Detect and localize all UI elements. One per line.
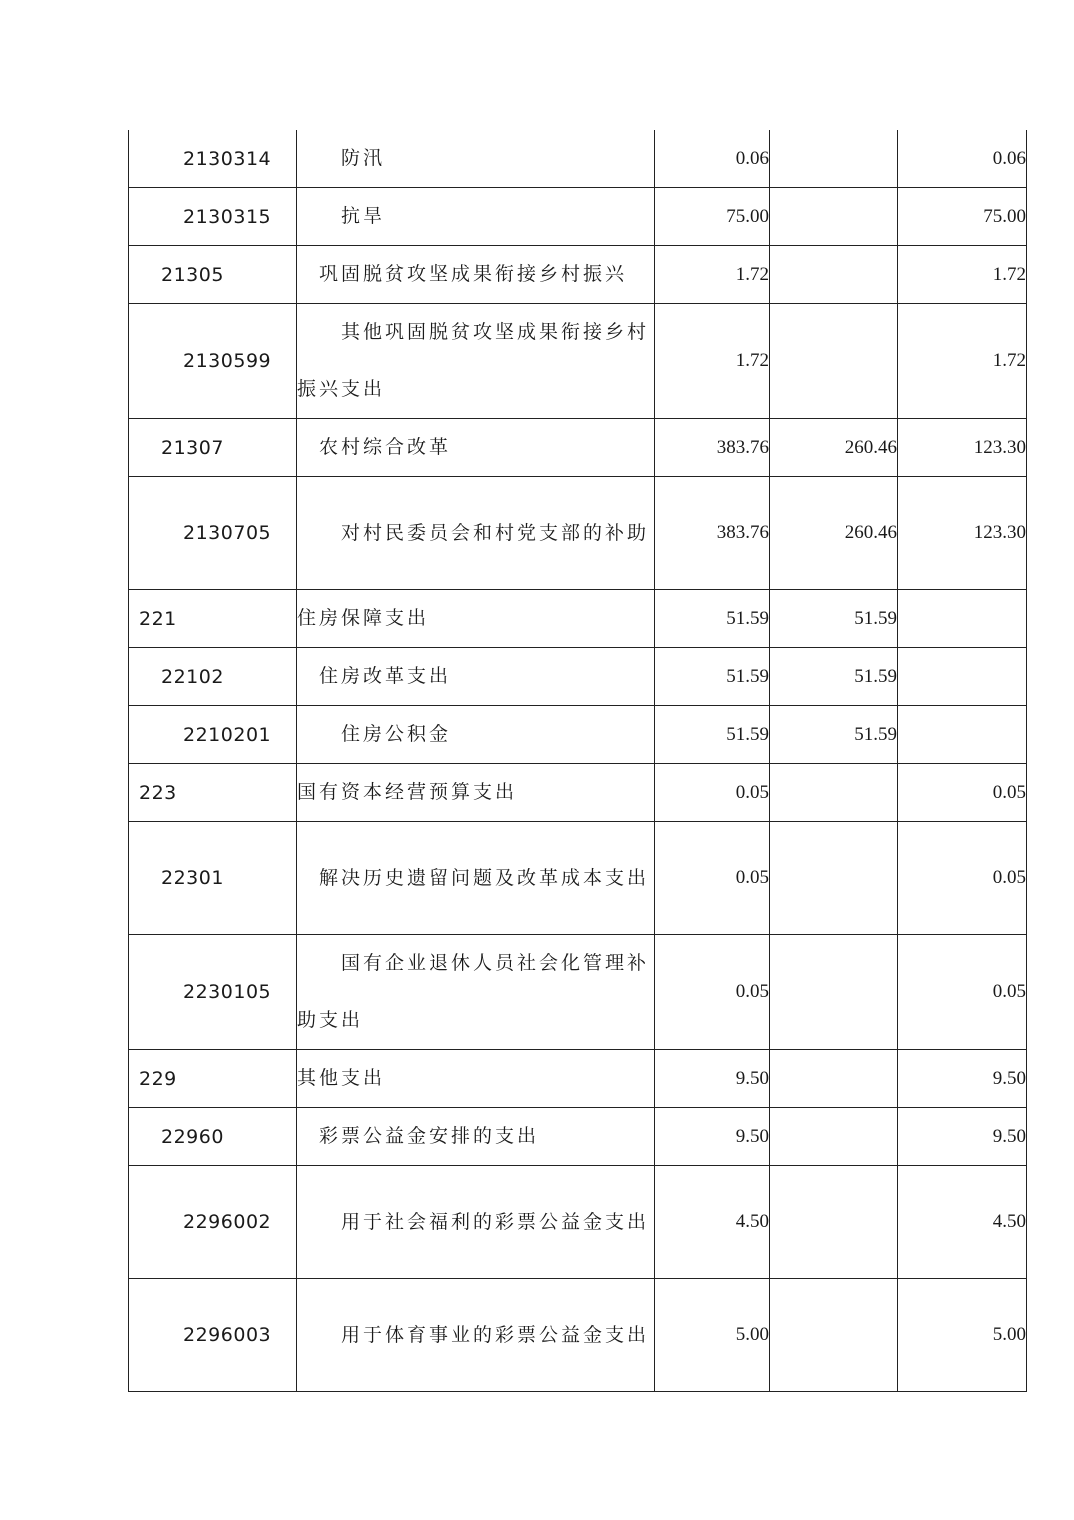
basic-amount <box>770 304 898 419</box>
project-amount: 75.00 <box>898 188 1027 246</box>
project-amount: 4.50 <box>898 1166 1027 1279</box>
subject-name: 住房改革支出 <box>297 648 655 706</box>
project-amount: 123.30 <box>898 419 1027 477</box>
total-amount: 51.59 <box>655 648 770 706</box>
table-row <box>129 706 1027 764</box>
subject-name: 用于社会福利的彩票公益金支出 <box>297 1166 655 1279</box>
subject-code: 22102 <box>129 648 297 706</box>
project-amount: 1.72 <box>898 246 1027 304</box>
project-amount <box>898 706 1027 764</box>
basic-amount: 51.59 <box>770 590 898 648</box>
table-row <box>129 477 1027 590</box>
total-amount: 51.59 <box>655 590 770 648</box>
project-amount: 123.30 <box>898 477 1027 590</box>
total-amount: 1.72 <box>655 304 770 419</box>
table-row <box>129 188 1027 246</box>
subject-name: 防汛 <box>297 130 655 188</box>
basic-amount <box>770 130 898 188</box>
basic-amount: 51.59 <box>770 706 898 764</box>
table-row <box>129 246 1027 304</box>
table-row <box>129 1050 1027 1108</box>
basic-amount: 260.46 <box>770 419 898 477</box>
subject-name: 解决历史遗留问题及改革成本支出 <box>297 822 655 935</box>
basic-amount <box>770 1108 898 1166</box>
total-amount: 5.00 <box>655 1279 770 1392</box>
total-amount: 4.50 <box>655 1166 770 1279</box>
total-amount: 9.50 <box>655 1050 770 1108</box>
subject-name: 农村综合改革 <box>297 419 655 477</box>
total-amount: 1.72 <box>655 246 770 304</box>
basic-amount: 260.46 <box>770 477 898 590</box>
subject-code: 2130314 <box>129 130 297 188</box>
table-row <box>129 648 1027 706</box>
subject-name: 彩票公益金安排的支出 <box>297 1108 655 1166</box>
total-amount: 383.76 <box>655 477 770 590</box>
subject-code: 223 <box>129 764 297 822</box>
table-row <box>129 1108 1027 1166</box>
subject-name: 抗旱 <box>297 188 655 246</box>
basic-amount <box>770 764 898 822</box>
subject-code: 221 <box>129 590 297 648</box>
total-amount: 75.00 <box>655 188 770 246</box>
subject-code: 2130599 <box>129 304 297 419</box>
subject-code: 2130705 <box>129 477 297 590</box>
basic-amount <box>770 1279 898 1392</box>
subject-name: 对村民委员会和村党支部的补助 <box>297 477 655 590</box>
project-amount <box>898 590 1027 648</box>
basic-amount <box>770 246 898 304</box>
total-amount: 0.05 <box>655 935 770 1050</box>
table-row <box>129 935 1027 1050</box>
project-amount: 5.00 <box>898 1279 1027 1392</box>
subject-name: 用于体育事业的彩票公益金支出 <box>297 1279 655 1392</box>
project-amount: 0.05 <box>898 822 1027 935</box>
subject-code: 21305 <box>129 246 297 304</box>
subject-code: 2130315 <box>129 188 297 246</box>
subject-code: 21307 <box>129 419 297 477</box>
basic-amount <box>770 935 898 1050</box>
table-row <box>129 419 1027 477</box>
project-amount: 0.06 <box>898 130 1027 188</box>
subject-name: 住房公积金 <box>297 706 655 764</box>
total-amount: 383.76 <box>655 419 770 477</box>
basic-amount <box>770 822 898 935</box>
table-row <box>129 1166 1027 1279</box>
table-row <box>129 764 1027 822</box>
subject-code: 22301 <box>129 822 297 935</box>
table-row <box>129 590 1027 648</box>
subject-name: 国有企业退休人员社会化管理补助支出 <box>297 935 655 1050</box>
project-amount: 0.05 <box>898 764 1027 822</box>
basic-amount: 51.59 <box>770 648 898 706</box>
subject-code: 2296003 <box>129 1279 297 1392</box>
table-row <box>129 304 1027 419</box>
subject-code: 22960 <box>129 1108 297 1166</box>
project-amount: 0.05 <box>898 935 1027 1050</box>
project-amount: 9.50 <box>898 1050 1027 1108</box>
basic-amount <box>770 1166 898 1279</box>
subject-name: 其他支出 <box>297 1050 655 1108</box>
project-amount: 9.50 <box>898 1108 1027 1166</box>
project-amount <box>898 648 1027 706</box>
subject-code: 229 <box>129 1050 297 1108</box>
table-row <box>129 130 1027 188</box>
project-amount: 1.72 <box>898 304 1027 419</box>
basic-amount <box>770 188 898 246</box>
budget-expenditure-table <box>128 130 1027 1392</box>
subject-name: 住房保障支出 <box>297 590 655 648</box>
total-amount: 0.05 <box>655 764 770 822</box>
table-row <box>129 822 1027 935</box>
table-row <box>129 1279 1027 1392</box>
subject-name: 国有资本经营预算支出 <box>297 764 655 822</box>
total-amount: 9.50 <box>655 1108 770 1166</box>
subject-code: 2210201 <box>129 706 297 764</box>
subject-name: 巩固脱贫攻坚成果衔接乡村振兴 <box>297 246 655 304</box>
subject-name: 其他巩固脱贫攻坚成果衔接乡村振兴支出 <box>297 304 655 419</box>
basic-amount <box>770 1050 898 1108</box>
subject-code: 2230105 <box>129 935 297 1050</box>
total-amount: 0.05 <box>655 822 770 935</box>
total-amount: 0.06 <box>655 130 770 188</box>
subject-code: 2296002 <box>129 1166 297 1279</box>
total-amount: 51.59 <box>655 706 770 764</box>
